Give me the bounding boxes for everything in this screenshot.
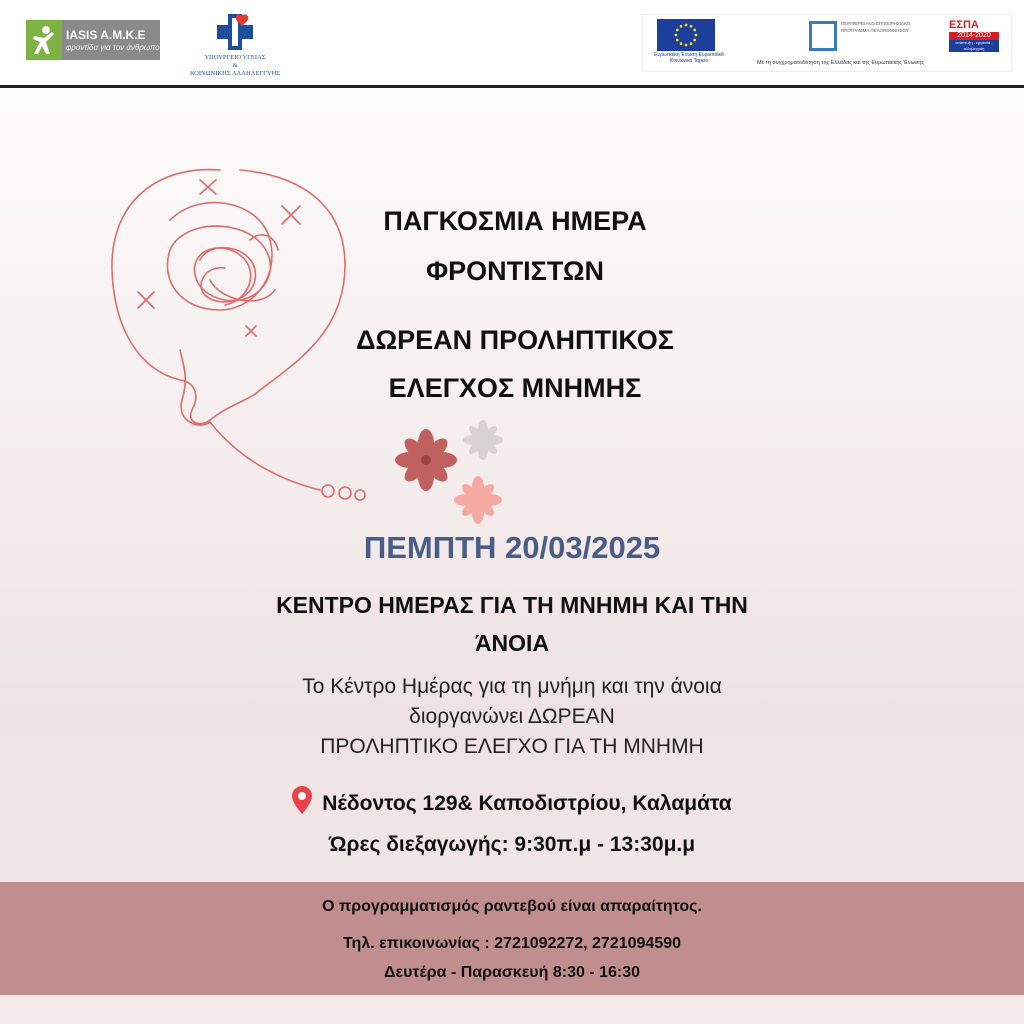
event-description (180, 672, 844, 762)
center-title-line2: ΆΝΟΙΑ (474, 630, 550, 656)
iasis-name: IASIS A.M.K.E (66, 27, 146, 42)
eu-flag-caption: Ευρωπαϊκή Ένωση Ευρωπαϊκό Κοινωνικό Ταμείο (654, 52, 724, 64)
ministry-line3: ΚΟΙΝΩΝΙΚΗΣ ΑΛΛΗΛΕΓΓΥΗΣ (189, 70, 281, 77)
appointment-note: Ο προγραμματισμός ραντεβού είναι απαραίτητος. (322, 898, 702, 915)
desc-line1: Το Κέντρο Ημέρας για τη μνήμη και την άνοια (302, 675, 722, 698)
center-title (200, 586, 824, 662)
event-address (0, 786, 1024, 816)
desc-line3: ΠΡΟΛΗΠΤΙΚΟ ΕΛΕΓΧΟ ΓΙΑ ΤΗ ΜΝΗΜΗ (320, 735, 704, 758)
flowers-decoration (388, 418, 513, 528)
headline-line2: ΦΡΟΝΤΙΣΤΩΝ (425, 256, 605, 286)
headline-line1: ΠΑΓΚΟΣΜΙΑ ΗΜΕΡΑ (383, 206, 647, 236)
desc-line2: διοργανώνει ΔΩΡΕΑΝ (409, 705, 615, 728)
person-icon (26, 20, 62, 60)
contact-phones: Τηλ. επικοινωνίας : 2721092272, 2721094590 (342, 935, 682, 952)
footer-band (0, 882, 1024, 995)
peloponnese-logo-icon (809, 21, 837, 51)
location-pin-icon (292, 786, 312, 814)
medical-cross-icon (215, 12, 255, 52)
address-text: Νέδοντος 129& Καποδιστρίου, Καλαμάτα (322, 792, 732, 815)
cofunding-caption: Με τη συγχρηματοδότηση της Ελλάδας και της Ευρωπαϊκής Ένωσης (757, 60, 925, 66)
center-title-line1: ΚΕΝΤΡΟ ΗΜΕΡΑΣ ΓΙΑ ΤΗ ΜΝΗΜΗ ΚΑΙ ΤΗΝ (276, 592, 748, 618)
iasis-tagline: φροντίδα για τον άνθρωπο (66, 42, 160, 52)
event-hours: Ώρες διεξαγωγής: 9:30π.μ - 13:30μ.μ (328, 833, 696, 856)
espa-subtitle: ανάπτυξη - εργασία - αλληλεγγύη (949, 40, 999, 52)
headline-line3: ΔΩΡΕΑΝ ΠΡΟΛΗΠΤΙΚΟΣ (356, 325, 674, 355)
ministry-line2: & (232, 62, 238, 69)
espa-logo (949, 19, 999, 49)
espa-years: 2014-2020 (949, 32, 999, 40)
iasis-logo (26, 20, 160, 60)
header-divider (0, 85, 1024, 88)
eu-funding-banner (642, 14, 1012, 72)
event-date: ΠΕΜΠΤΗ 20/03/2025 (363, 530, 661, 565)
eu-flag-icon (657, 19, 715, 51)
region-program-text: ΠΕΡΙΦΕΡΕΙΑΚΟ ΕΠΙΧΕΙΡΗΣΙΑΚΟ ΠΡΟΓΡΑΜΜΑ ΠΕΛΟΠΟΝΝΗΣΟΥ (841, 21, 911, 33)
ministry-line1: ΥΠΟΥΡΓΕΙΟ ΥΓΕΙΑΣ (204, 54, 266, 61)
ministry-logo (180, 12, 290, 76)
headline-line4: ΕΛΕΓΧΟΣ ΜΝΗΜΗΣ (388, 373, 642, 403)
espa-title: ΕΣΠΑ (949, 19, 979, 31)
office-hours: Δευτέρα - Παρασκευή 8:30 - 16:30 (384, 964, 640, 981)
